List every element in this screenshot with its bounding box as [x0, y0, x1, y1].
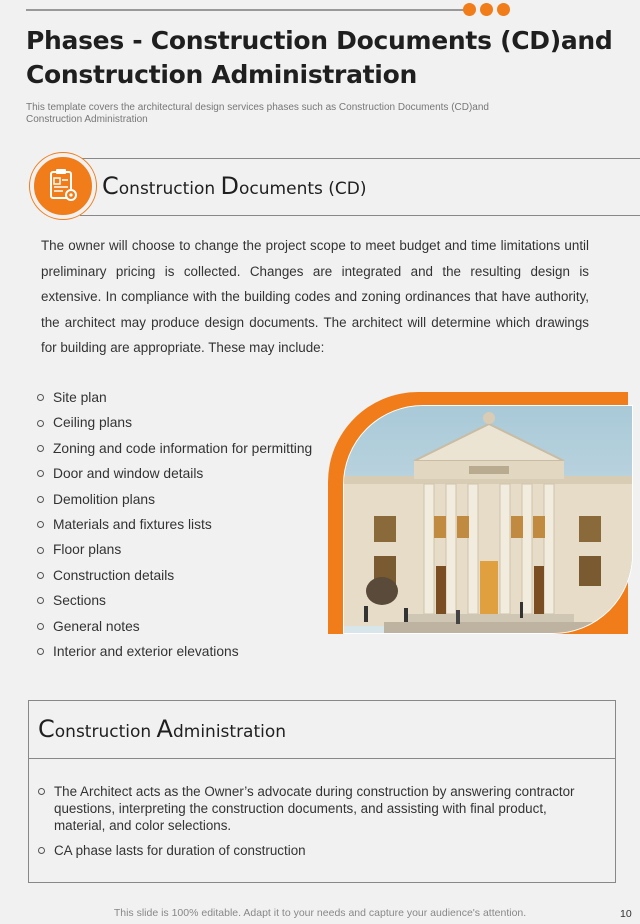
building-photo — [343, 405, 633, 634]
list-item — [37, 487, 312, 512]
bullet-icon — [37, 521, 44, 528]
ca-title-letter-c: C — [38, 715, 55, 743]
cd-section-title — [102, 172, 367, 200]
cd-paragraph: The owner will choose to change the project scope to meet budget and time limitations until preliminary pricing is collected. Changes are integrated and the resulting design is extensive. In compliance with the building codes and zoning ordinances that have authority, the architect may produce design documents. The architect will determine which drawings for building are appropriate. These may include: — [41, 238, 589, 355]
dot-1 — [463, 3, 476, 16]
ca-section-header — [29, 701, 615, 759]
list-item — [37, 385, 312, 410]
bullet-icon — [37, 496, 44, 503]
bullet-icon — [37, 420, 44, 427]
list-item-text: Demolition plans — [53, 491, 155, 507]
list-item-text: Floor plans — [53, 542, 122, 558]
list-item — [37, 639, 312, 664]
list-item — [37, 614, 312, 639]
page-subtitle: This template covers the architectural design services phases such as Construction Documents (CD)and Construction Administration — [26, 102, 489, 125]
bullet-icon — [37, 547, 44, 554]
list-item-text: Ceiling plans — [53, 415, 132, 431]
list-item-text: Interior and exterior elevations — [53, 644, 239, 660]
bullet-icon — [37, 445, 44, 452]
list-item — [38, 842, 598, 859]
ca-section-title — [38, 715, 286, 743]
page-number: 10 — [620, 908, 632, 920]
ca-title-part-2: dministration — [172, 722, 287, 742]
list-item-text: General notes — [53, 618, 140, 634]
dot-3 — [497, 3, 510, 16]
cd-title-letter-c: C — [102, 172, 119, 200]
page-title: Phases - Construction Documents (CD)and Construction Administration — [26, 26, 613, 89]
top-rule — [26, 9, 464, 11]
bullet-icon — [38, 788, 45, 795]
document-gear-icon — [30, 153, 96, 219]
list-item — [37, 410, 312, 435]
list-item-text: Zoning and code information for permitting — [53, 440, 313, 456]
ca-section — [28, 700, 616, 883]
list-item — [37, 537, 312, 562]
list-item-text: Materials and fixtures lists — [53, 517, 212, 533]
bullet-icon — [37, 394, 44, 401]
list-item — [37, 563, 312, 588]
cd-title-part-1: onstruction — [118, 179, 221, 199]
bullet-icon — [37, 648, 44, 655]
list-item — [37, 588, 312, 613]
ca-item-list — [38, 783, 598, 867]
list-item-text: Door and window details — [53, 466, 204, 482]
list-item — [38, 783, 598, 834]
list-item-text: Sections — [53, 593, 106, 609]
footer-note: This slide is 100% editable. Adapt it to your needs and capture your audience's attention. — [113, 907, 527, 919]
cd-item-list — [37, 385, 312, 664]
dot-2 — [480, 3, 493, 16]
ca-title-letter-a: A — [156, 715, 173, 743]
bullet-icon — [37, 572, 44, 579]
list-item — [37, 512, 312, 537]
list-item-text: The Architect acts as the Owner’s advocate during construction by answering contractor questions, interpreting the construction documents, and assisting with final product, material, and color selections. — [54, 784, 575, 833]
list-item — [37, 436, 312, 461]
list-item-text: Construction details — [53, 567, 175, 583]
list-item — [37, 461, 312, 486]
bullet-icon — [38, 847, 45, 854]
decorative-dots — [463, 3, 510, 16]
list-item-text: Site plan — [53, 390, 107, 405]
list-item-text: CA phase lasts for duration of construction — [54, 843, 306, 858]
ca-title-part-1: onstruction — [54, 722, 157, 742]
cd-title-letter-d: D — [220, 172, 240, 200]
bullet-icon — [37, 623, 44, 630]
bullet-icon — [37, 597, 44, 604]
cd-title-part-2: ocuments (CD) — [239, 179, 367, 199]
bullet-icon — [37, 470, 44, 477]
